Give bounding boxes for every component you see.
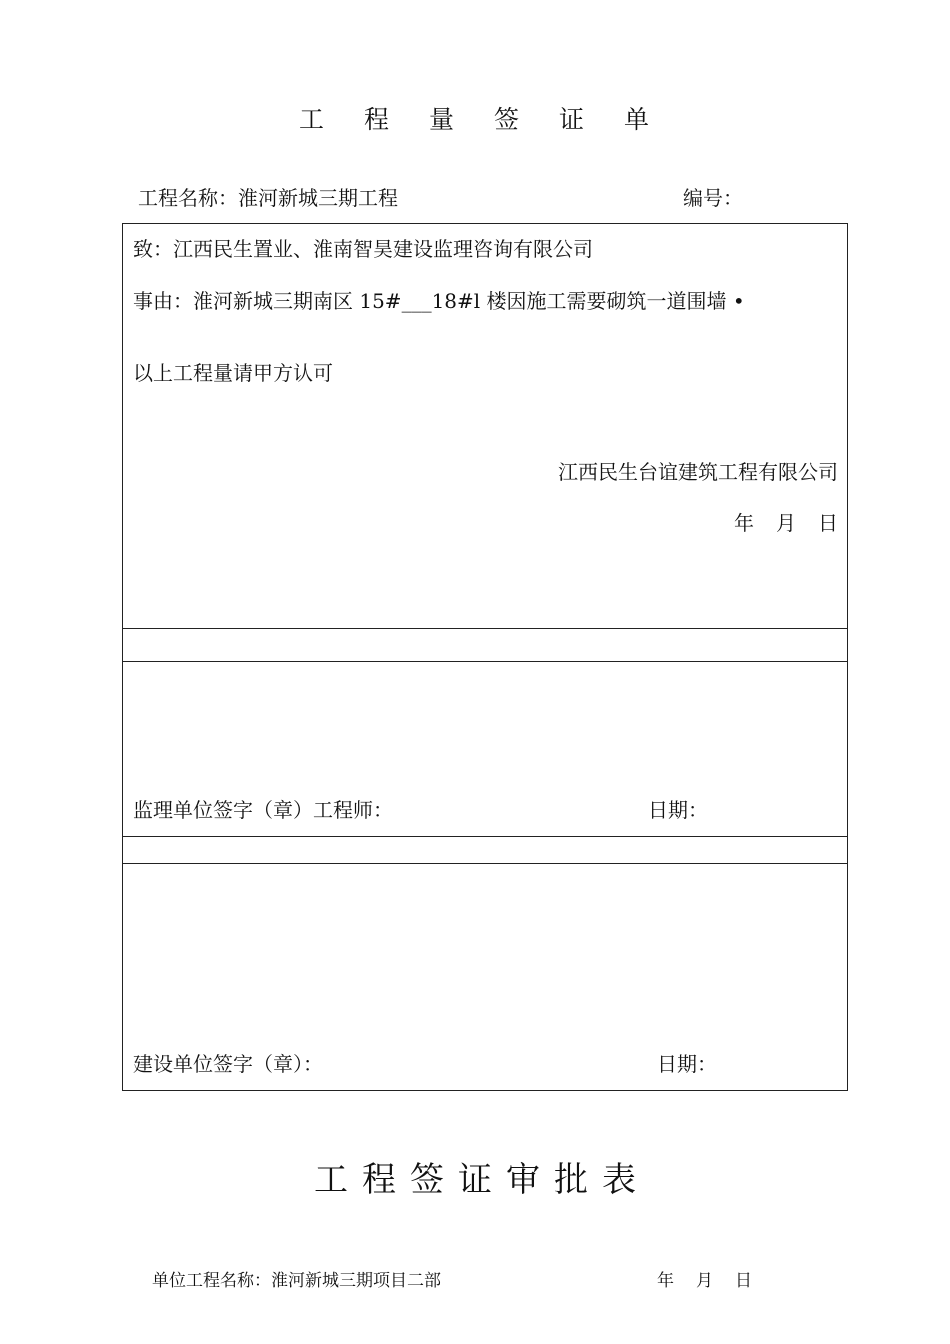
page-title xyxy=(0,100,950,136)
title-char: 程 xyxy=(362,1160,396,1200)
title-char: 单 xyxy=(624,105,652,134)
title-char: 工 xyxy=(298,105,326,134)
title-char: 量 xyxy=(428,105,456,134)
owner-date-label: 日期： xyxy=(657,1052,717,1076)
date-day: 日 xyxy=(735,1271,752,1291)
serial-number-label: 编号： xyxy=(683,186,743,210)
contractor-name: 江西民生台谊建筑工程有限公司 xyxy=(558,460,838,484)
title-char: 审 xyxy=(506,1160,540,1200)
title-char: 程 xyxy=(363,105,391,134)
date-month: 月 xyxy=(696,1271,713,1291)
title-char: 证 xyxy=(559,105,587,134)
reason-line: 事由：淮河新城三期南区 15#___18#l 楼因施工需要砌筑一道围墙 • xyxy=(133,289,745,313)
date-month: 月 xyxy=(776,511,796,535)
addressee-line: 致：江西民生置业、淮南智昊建设监理咨询有限公司 xyxy=(133,237,593,261)
approval-title xyxy=(0,1152,950,1201)
supervisor-signature-label: 监理单位签字（章）工程师： xyxy=(133,798,393,822)
date-day: 日 xyxy=(818,511,838,535)
title-char: 签 xyxy=(410,1160,444,1200)
date-year: 年 xyxy=(734,511,754,535)
unit-project-name: 单位工程名称：淮河新城三期项目二部 xyxy=(152,1271,441,1291)
form-spacer-row xyxy=(122,836,848,864)
title-char: 表 xyxy=(602,1160,636,1200)
title-char: 证 xyxy=(458,1160,492,1200)
owner-signature-label: 建设单位签字（章）： xyxy=(133,1052,323,1076)
contractor-date xyxy=(712,507,838,536)
confirm-line: 以上工程量请甲方认可 xyxy=(133,361,333,385)
title-char: 签 xyxy=(494,105,522,134)
form-spacer-row xyxy=(122,628,848,662)
approval-date xyxy=(657,1266,774,1291)
supervisor-date-label: 日期： xyxy=(648,798,708,822)
title-char: 工 xyxy=(314,1160,348,1200)
form-section-request xyxy=(122,223,848,629)
project-name: 工程名称：淮河新城三期工程 xyxy=(138,186,398,210)
date-year: 年 xyxy=(657,1271,674,1291)
title-char: 批 xyxy=(554,1160,588,1200)
